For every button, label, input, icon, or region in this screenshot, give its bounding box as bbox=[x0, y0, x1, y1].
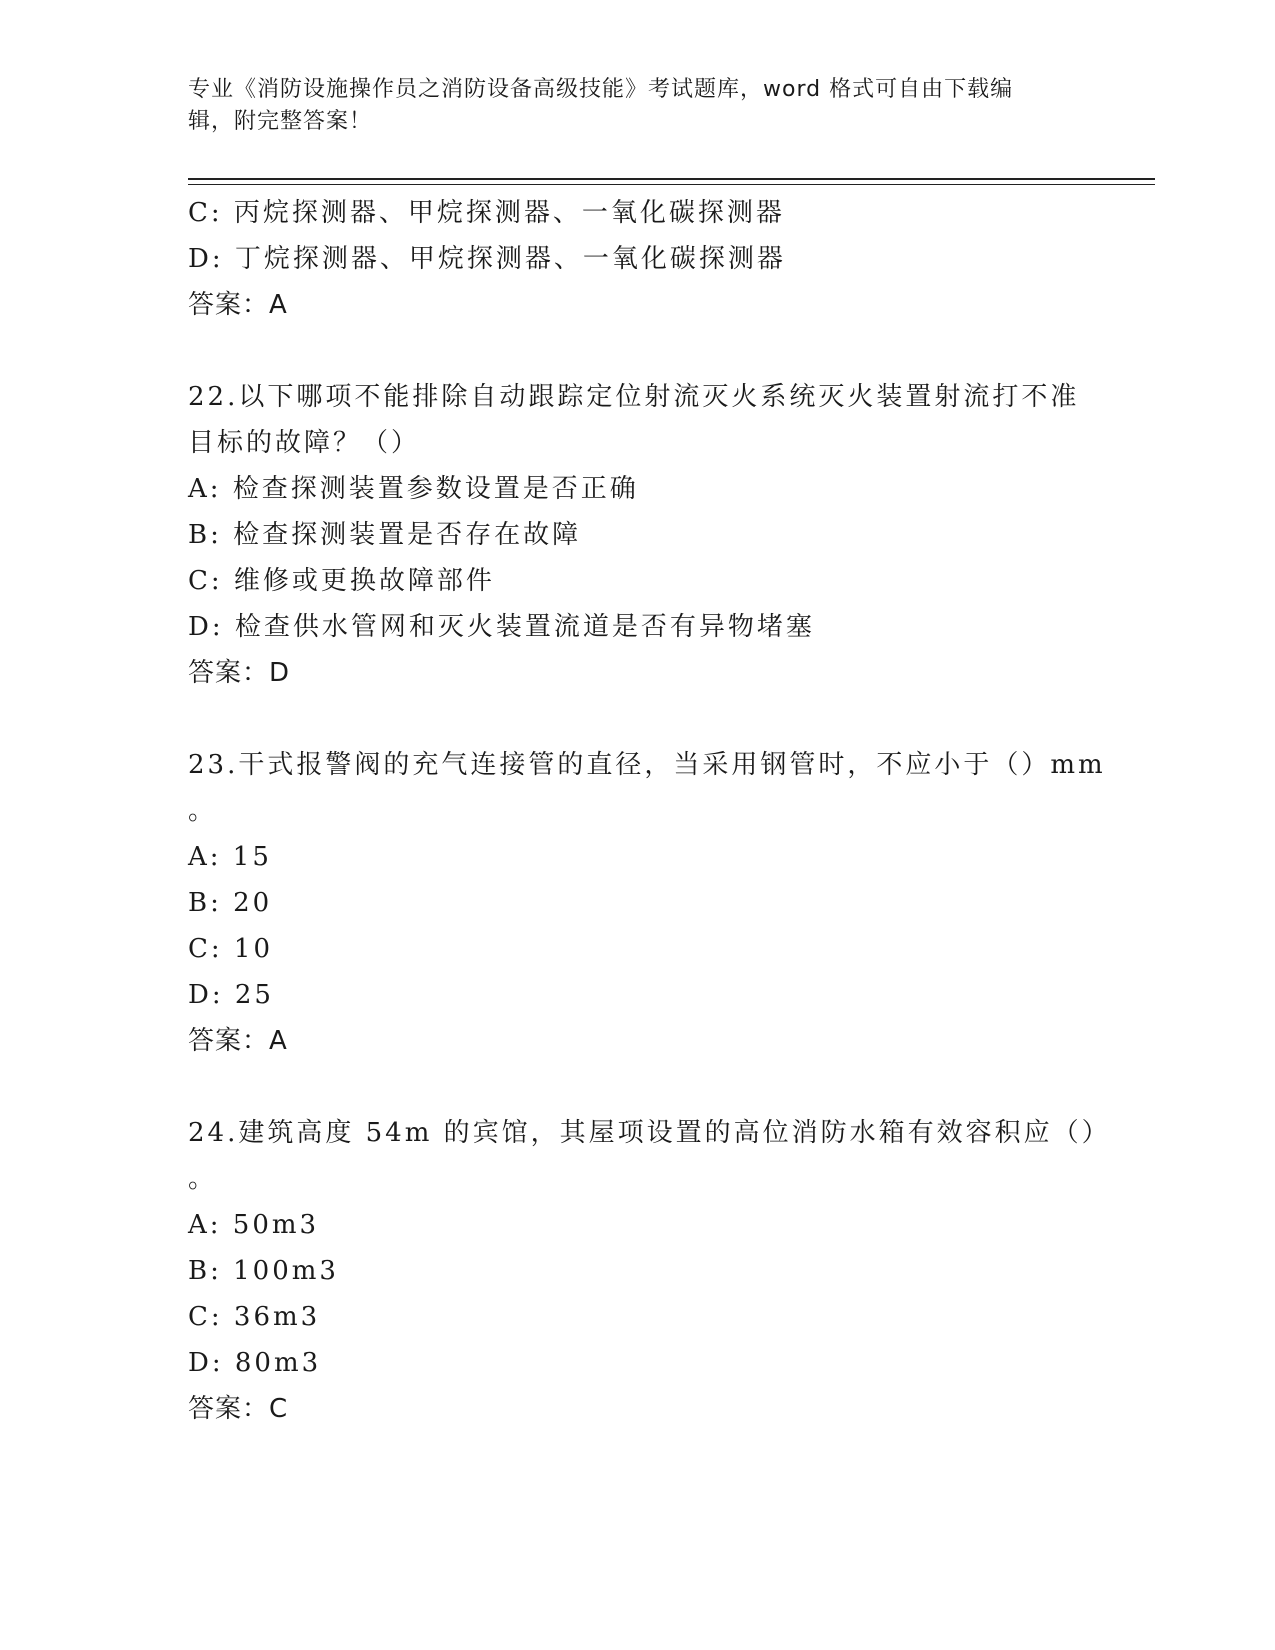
option-a: A: 50m3 bbox=[188, 1210, 320, 1240]
question-stem: 24.建筑高度 54m 的宾馆，其屋项设置的高位消防水箱有效容积应（） bbox=[188, 1118, 1111, 1148]
document-header bbox=[188, 74, 1068, 138]
question-21-tail bbox=[188, 190, 1088, 328]
option-c: C: 10 bbox=[188, 934, 274, 964]
option-c: C: 36m3 bbox=[188, 1302, 321, 1332]
question-stem: 。 bbox=[188, 796, 218, 826]
header-line-1: 专业《消防设施操作员之消防设备高级技能》考试题库，word 格式可自由下载编 bbox=[188, 77, 1014, 102]
answer-line: 答案：A bbox=[188, 1026, 288, 1056]
spacer bbox=[188, 696, 1088, 742]
document-body bbox=[188, 190, 1111, 1432]
header-rule-thin bbox=[188, 184, 1155, 185]
header-rule-thick bbox=[188, 178, 1155, 180]
option-c: C: 丙烷探测器、甲烷探测器、一氧化碳探测器 bbox=[188, 198, 785, 228]
answer-line: 答案：A bbox=[188, 290, 288, 320]
question-stem: 。 bbox=[188, 1164, 218, 1194]
answer-line: 答案：C bbox=[188, 1394, 289, 1424]
answer-line: 答案：D bbox=[188, 658, 291, 688]
option-d: D: 丁烷探测器、甲烷探测器、一氧化碳探测器 bbox=[188, 244, 786, 274]
option-d: D: 检查供水管网和灭火装置流道是否有异物堵塞 bbox=[188, 612, 815, 642]
spacer bbox=[188, 328, 1088, 374]
option-b: B: 20 bbox=[188, 888, 273, 918]
spacer bbox=[188, 1064, 1088, 1110]
question-stem: 23.干式报警阀的充气连接管的直径，当采用钢管时，不应小于（）mm bbox=[188, 750, 1106, 780]
option-c: C: 维修或更换故障部件 bbox=[188, 566, 495, 596]
question-23 bbox=[188, 742, 1106, 1064]
option-b: B: 检查探测装置是否存在故障 bbox=[188, 520, 582, 550]
question-22 bbox=[188, 374, 1088, 696]
question-stem: 22.以下哪项不能排除自动跟踪定位射流灭火系统灭火装置射流打不准 bbox=[188, 382, 1080, 412]
option-a: A: 检查探测装置参数设置是否正确 bbox=[188, 474, 639, 504]
option-b: B: 100m3 bbox=[188, 1256, 339, 1286]
option-a: A: 15 bbox=[188, 842, 272, 872]
option-d: D: 25 bbox=[188, 980, 274, 1010]
option-d: D: 80m3 bbox=[188, 1348, 322, 1378]
question-stem: 目标的故障？（） bbox=[188, 428, 421, 458]
header-line-2: 辑，附完整答案！ bbox=[188, 109, 373, 134]
question-24 bbox=[188, 1110, 1111, 1432]
